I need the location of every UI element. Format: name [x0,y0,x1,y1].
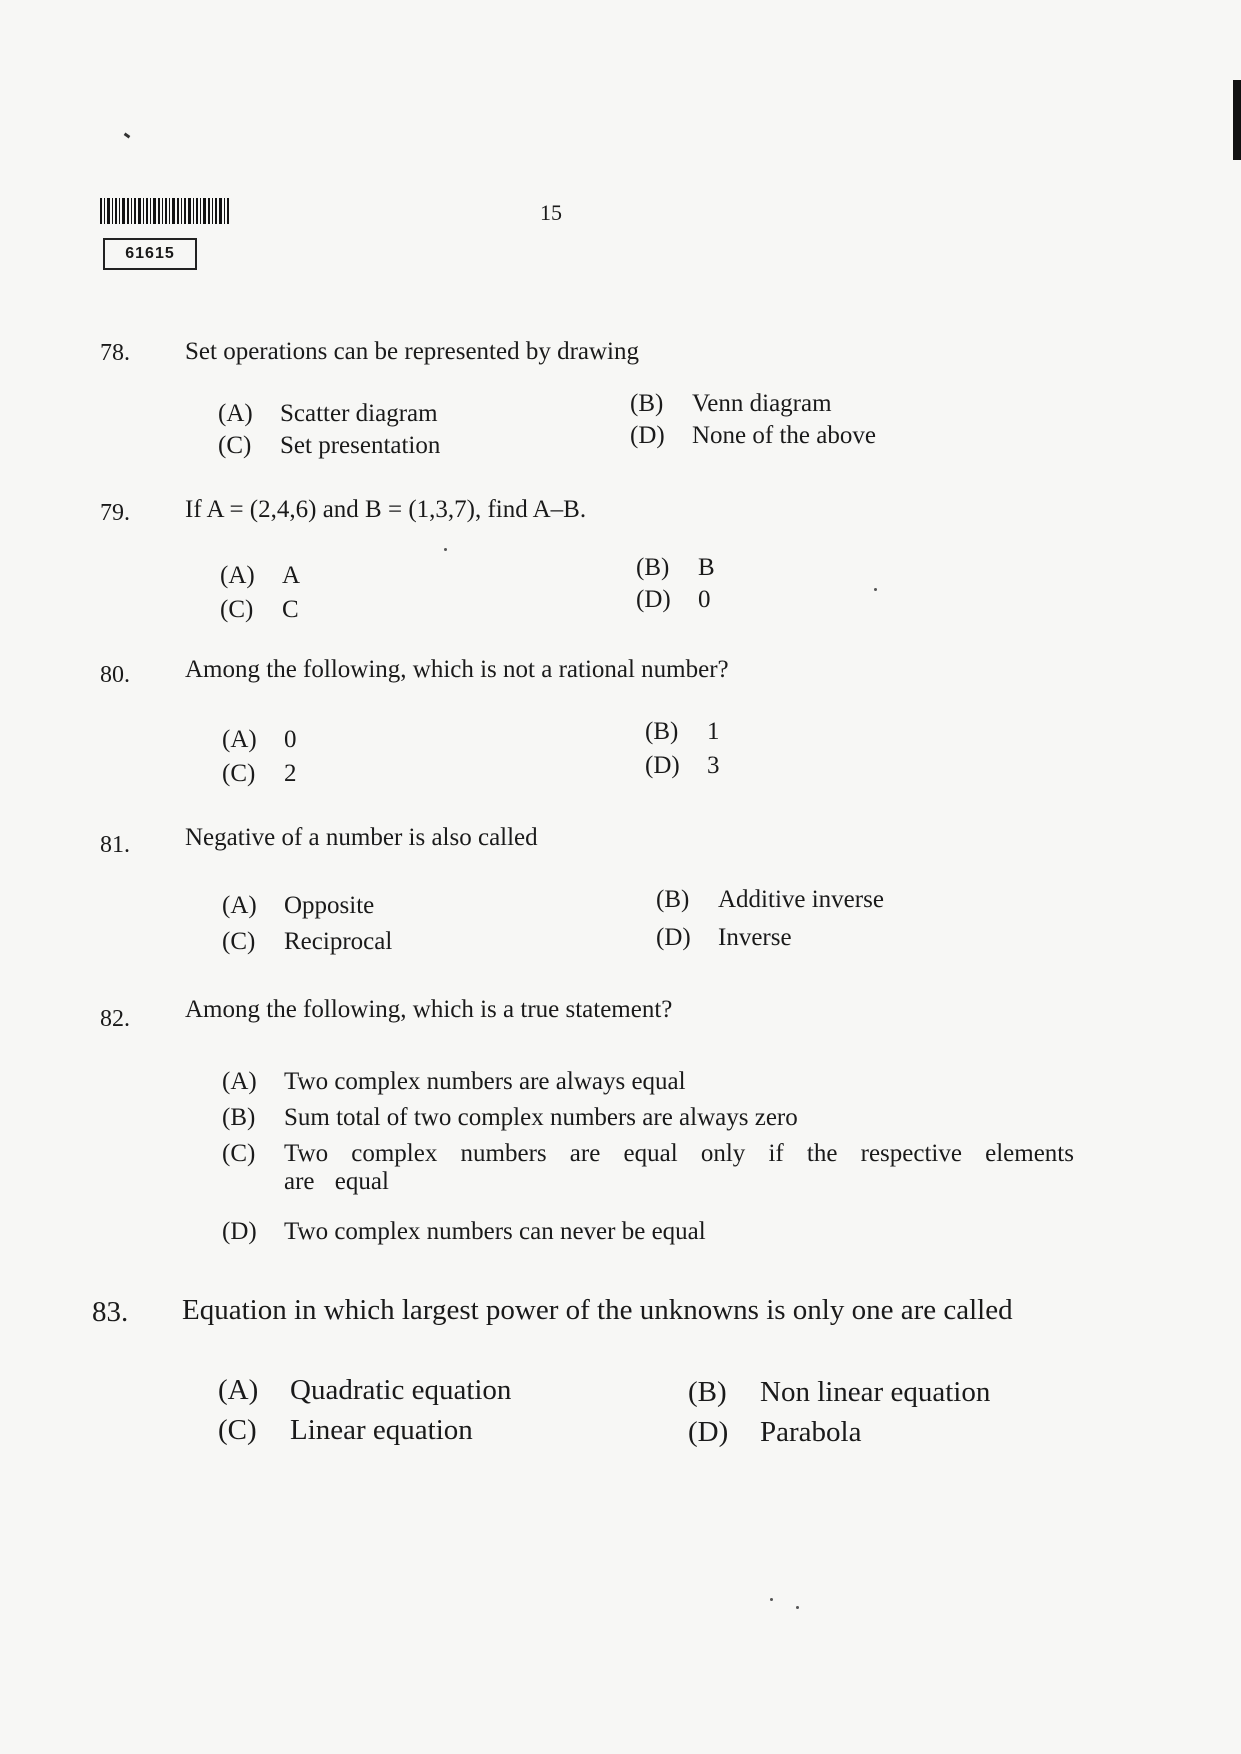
option-c[interactable] [222,1140,1082,1196]
paper-code: 61615 [103,238,197,270]
option-a[interactable] [218,1374,511,1407]
option-text: Parabola [760,1416,862,1448]
question-text: Among the following, which is not a rational number? [185,656,729,683]
option-d[interactable] [645,752,720,780]
option-label: (B) [688,1376,727,1408]
option-label: (C) [218,1414,257,1446]
question-text: Negative of a number is also called [185,824,538,851]
option-text: Non linear equation [760,1376,991,1408]
option-d[interactable] [688,1416,861,1449]
option-b[interactable] [656,886,884,914]
option-text: Opposite [284,892,375,919]
option-text: Two complex numbers can never be equal [284,1218,706,1245]
option-label: (B) [645,718,679,745]
question-text: Among the following, which is a true statement? [185,996,673,1023]
option-label: (D) [222,1218,257,1245]
option-text: Quadratic equation [290,1374,512,1406]
option-label: (A) [222,726,257,753]
option-text: 0 [698,586,711,613]
option-text: Scatter diagram [280,400,438,427]
option-label: (B) [656,886,690,913]
option-label: (A) [218,400,253,427]
option-label: (C) [220,596,254,623]
option-label: (B) [636,554,670,581]
option-a[interactable] [218,400,438,428]
option-a[interactable] [222,1068,686,1096]
question-text: Equation in which largest power of the unknowns is only one are called [182,1294,1013,1326]
option-b[interactable] [222,1104,798,1132]
option-text: 0 [284,726,297,753]
question-number: 78. [100,340,130,366]
question-number: 83. [92,1296,129,1328]
option-text: Sum total of two complex numbers are always zero [284,1104,798,1131]
option-label: (A) [218,1374,259,1406]
option-label: (B) [630,390,664,417]
option-c[interactable] [218,432,440,460]
option-text: Additive inverse [718,886,884,913]
question-number: 82. [100,1006,130,1032]
option-text: Two complex numbers are equal only if the respective elements are equal [284,1140,1074,1195]
option-b[interactable] [630,390,832,418]
option-d[interactable] [630,422,876,450]
option-label: (A) [222,892,257,919]
option-text: A [282,562,301,589]
option-text: 3 [707,752,720,779]
option-c[interactable] [222,928,392,956]
option-b[interactable] [636,554,715,582]
option-a[interactable] [222,892,374,920]
option-label: (B) [222,1104,256,1131]
option-text: Two complex numbers are always equal [284,1068,686,1095]
scan-speck [874,588,877,591]
option-text: C [282,596,299,623]
option-text: 2 [284,760,297,787]
scan-speck [796,1606,799,1609]
option-c[interactable] [222,760,297,788]
option-label: (D) [688,1416,729,1448]
scan-speck [770,1598,773,1601]
stray-mark [124,133,131,139]
option-label: (D) [630,422,665,449]
option-label: (D) [636,586,671,613]
option-a[interactable] [220,562,300,590]
option-text: Linear equation [290,1414,473,1446]
option-b[interactable] [688,1376,990,1409]
option-text: B [698,554,715,581]
question-text: Set operations can be represented by drawing [185,338,640,365]
option-text: 1 [707,718,720,745]
option-text: None of the above [692,422,876,449]
option-c[interactable] [218,1414,473,1447]
option-d[interactable] [656,924,792,952]
question-number: 79. [100,500,130,526]
option-text: Set presentation [280,432,441,459]
scan-speck [444,548,447,551]
option-label: (A) [220,562,255,589]
option-a[interactable] [222,726,297,754]
option-label: (C) [222,1140,256,1167]
option-b[interactable] [645,718,720,746]
option-label: (C) [222,928,256,955]
option-label: (D) [645,752,680,779]
page-number: 15 [540,200,562,225]
question-number: 81. [100,832,130,858]
option-text: Venn diagram [692,390,832,417]
option-label: (C) [218,432,252,459]
option-d[interactable] [636,586,711,614]
question-number: 80. [100,662,130,688]
option-label: (A) [222,1068,257,1095]
option-d[interactable] [222,1218,706,1246]
option-text: Reciprocal [284,928,393,955]
option-label: (D) [656,924,691,951]
question-text: If A = (2,4,6) and B = (1,3,7), find A–B. [185,496,587,523]
barcode [100,198,258,224]
option-text: Inverse [718,924,792,951]
option-c[interactable] [220,596,299,624]
scan-edge-mark [1233,80,1241,160]
option-label: (C) [222,760,256,787]
